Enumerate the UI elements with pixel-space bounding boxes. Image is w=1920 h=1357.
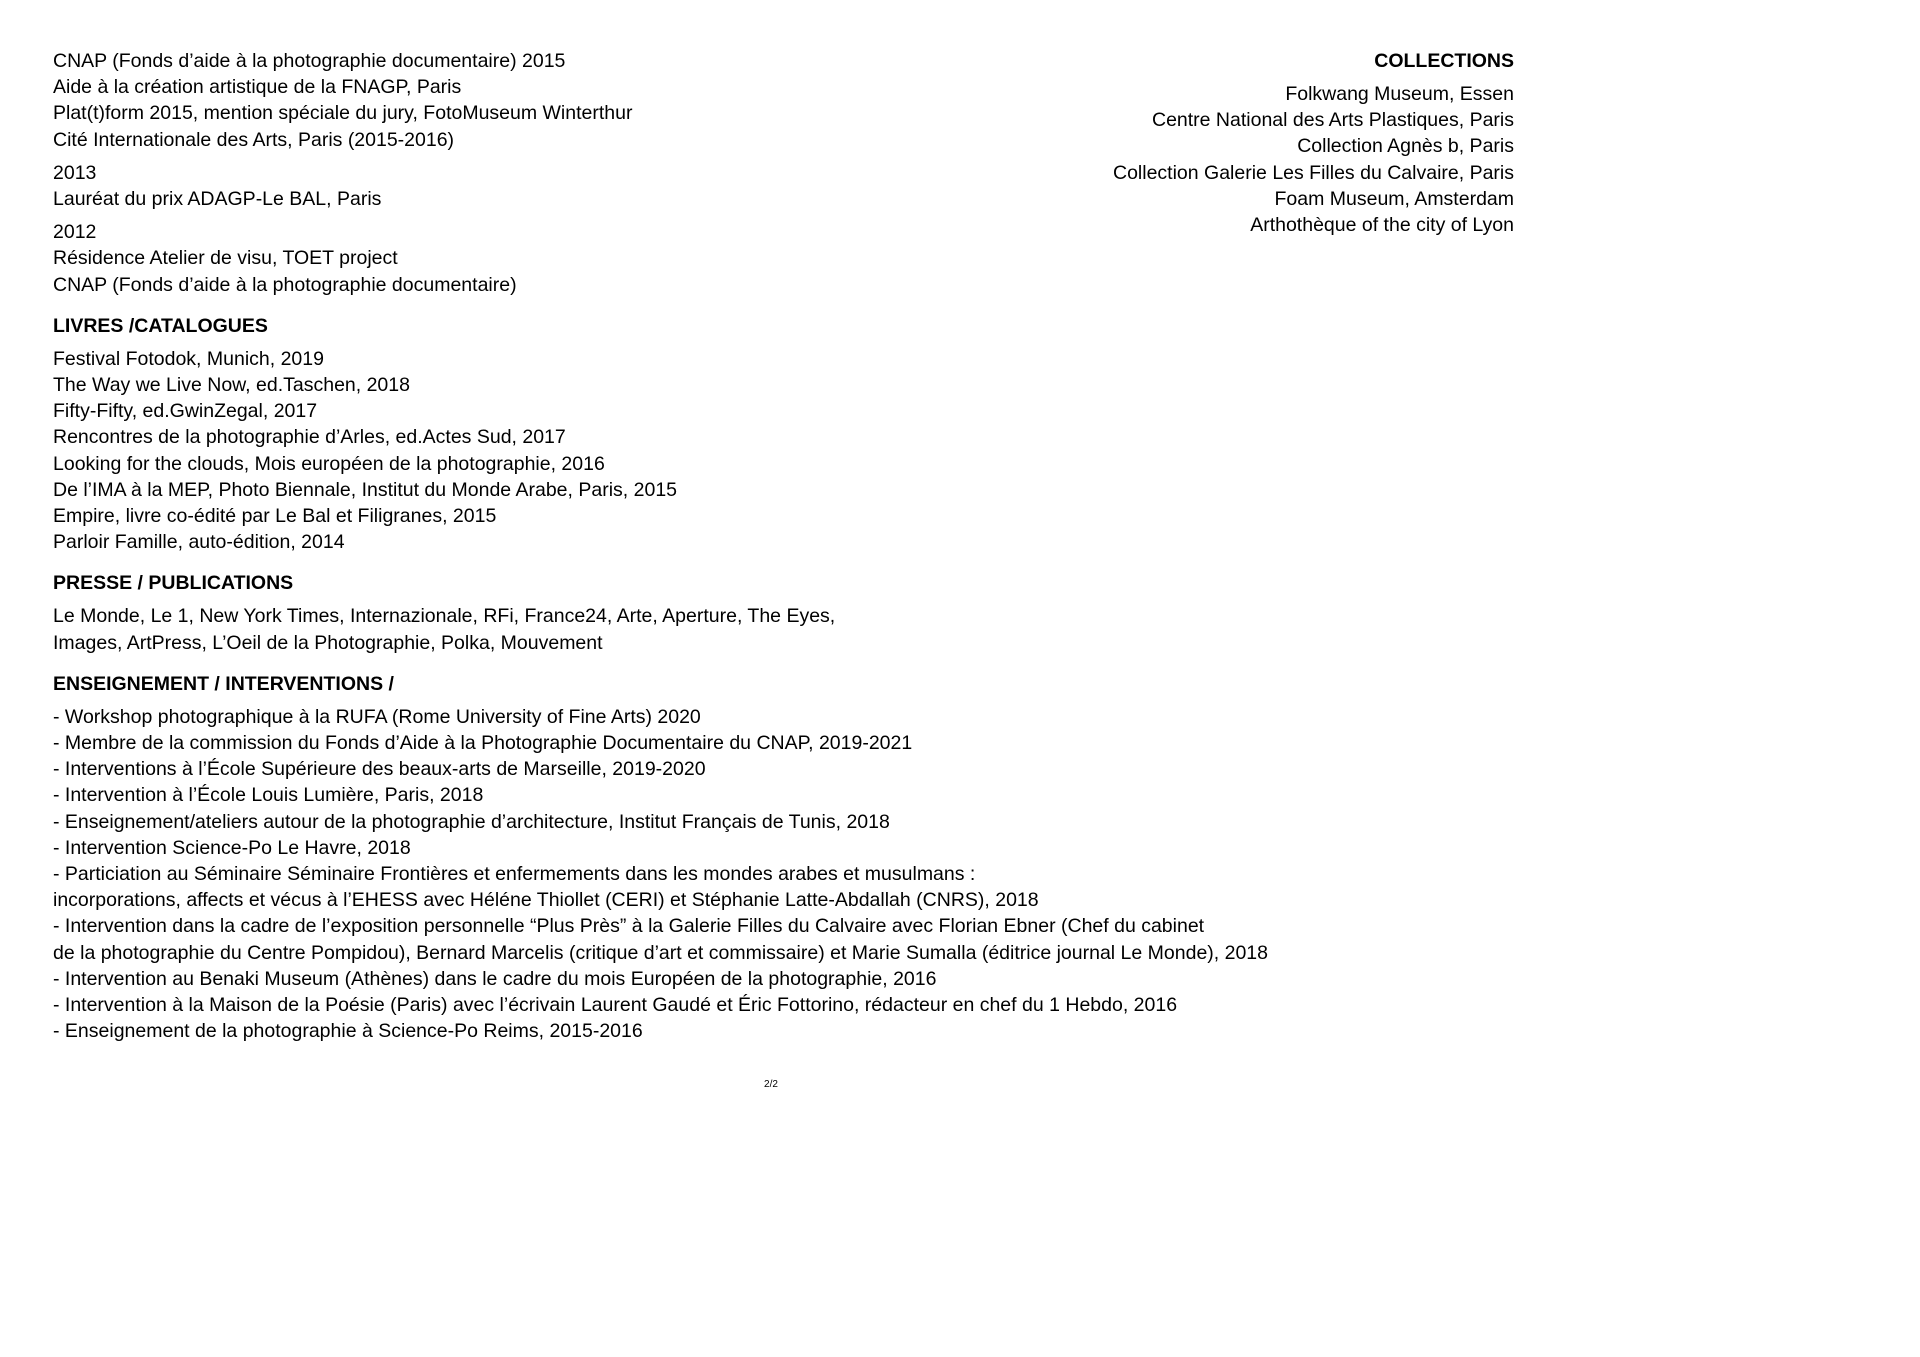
book-item: Festival Fotodok, Munich, 2019 <box>53 347 324 370</box>
page-number: 2/2 <box>764 1079 778 1090</box>
book-item: Rencontres de la photographie d’Arles, ed.Actes Sud, 2017 <box>53 426 566 449</box>
award-line: Lauréat du prix ADAGP-Le BAL, Paris <box>53 188 382 211</box>
right-column <box>994 48 1514 238</box>
collection-item: Arthothèque of the city of Lyon <box>1250 214 1514 237</box>
award-year: 2012 <box>53 221 97 244</box>
spacer <box>994 74 1514 81</box>
teaching-item: incorporations, affects et vécus à l’EHESS avec Héléne Thiollet (CERI) et Stéphanie Latte-Abdallah (CNRS), 2018 <box>53 889 1039 912</box>
book-item: Fifty-Fifty, ed.GwinZegal, 2017 <box>53 400 318 423</box>
award-line: Résidence Atelier de visu, TOET project <box>53 247 398 270</box>
press-item: Images, ArtPress, L’Oeil de la Photographie, Polka, Mouvement <box>53 631 603 654</box>
teaching-item: - Intervention dans la cadre de l’exposition personnelle “Plus Près” à la Galerie Filles du Calvaire avec Florian Ebner (Chef du cabinet <box>53 915 1205 938</box>
teaching-item: - Particiation au Séminaire Séminaire Frontières et enfermements dans les mondes arabes et musulmans : <box>53 863 976 886</box>
collections-section <box>994 48 1514 238</box>
press-item: Le Monde, Le 1, New York Times, Internazionale, RFi, France24, Arte, Aperture, The Eyes, <box>53 605 836 628</box>
teaching-item: - Intervention à l’École Louis Lumière, Paris, 2018 <box>53 784 484 807</box>
award-line: Plat(t)form 2015, mention spéciale du jury, FotoMuseum Winterthur <box>53 102 633 125</box>
book-item: Empire, livre co-édité par Le Bal et Filigranes, 2015 <box>53 505 497 528</box>
teaching-item: - Enseignement/ateliers autour de la photographie d’architecture, Institut Français de Tunis, 2018 <box>53 810 890 833</box>
award-line: Aide à la création artistique de la FNAGP, Paris <box>53 76 462 99</box>
book-item: De l’IMA à la MEP, Photo Biennale, Institut du Monde Arabe, Paris, 2015 <box>53 478 678 501</box>
teaching-item: - Interventions à l’École Supérieure des beaux-arts de Marseille, 2019-2020 <box>53 758 706 781</box>
collection-item: Centre National des Arts Plastiques, Paris <box>1151 109 1514 132</box>
spacer <box>53 596 1383 603</box>
teaching-item: - Intervention Science-Po Le Havre, 2018 <box>53 836 411 859</box>
teaching-item: - Enseignement de la photographie à Science-Po Reims, 2015-2016 <box>53 1020 643 1043</box>
spacer <box>53 656 1383 671</box>
books-section <box>53 313 1383 556</box>
teaching-item: - Workshop photographique à la RUFA (Rome University of Fine Arts) 2020 <box>53 705 701 728</box>
collection-item: Collection Galerie Les Filles du Calvaire, Paris <box>1113 161 1514 184</box>
spacer <box>53 555 1383 570</box>
teaching-heading: ENSEIGNEMENT / INTERVENTIONS / <box>53 672 394 695</box>
award-line: CNAP (Fonds d’aide à la photographie documentaire) 2015 <box>53 50 566 72</box>
teaching-item: - Membre de la commission du Fonds d’Aide à la Photographie Documentaire du CNAP, 2019-2021 <box>53 732 913 755</box>
teaching-item: - Intervention à la Maison de la Poésie (Paris) avec l’écrivain Laurent Gaudé et Éric Fottorino, rédacteur en chef du 1 Hebdo, 2016 <box>53 994 1178 1017</box>
books-heading: LIVRES /CATALOGUES <box>53 314 268 337</box>
spacer <box>53 339 1383 346</box>
collection-item: Foam Museum, Amsterdam <box>1274 187 1514 210</box>
spacer <box>53 697 1383 704</box>
spacer <box>53 298 1383 313</box>
award-year: 2013 <box>53 161 97 184</box>
teaching-section <box>53 671 1383 1045</box>
collection-item: Folkwang Museum, Essen <box>1285 83 1514 105</box>
book-item: The Way we Live Now, ed.Taschen, 2018 <box>53 374 410 397</box>
collections-heading: COLLECTIONS <box>1374 50 1514 72</box>
press-section <box>53 570 1383 655</box>
award-line: Cité Internationale des Arts, Paris (2015-2016) <box>53 128 455 151</box>
collection-item: Collection Agnès b, Paris <box>1297 135 1514 158</box>
press-heading: PRESSE / PUBLICATIONS <box>53 572 294 595</box>
book-item: Parloir Famille, auto-édition, 2014 <box>53 531 345 554</box>
book-item: Looking for the clouds, Mois européen de la photographie, 2016 <box>53 452 605 475</box>
teaching-item: de la photographie du Centre Pompidou), Bernard Marcelis (critique d’art et commissaire) et Marie Sumalla (éditrice journal Le Monde), 2018 <box>53 941 1268 964</box>
teaching-item: - Intervention au Benaki Museum (Athènes) dans le cadre du mois Européen de la photographie, 2016 <box>53 967 937 990</box>
award-line: CNAP (Fonds d’aide à la photographie documentaire) <box>53 273 517 296</box>
